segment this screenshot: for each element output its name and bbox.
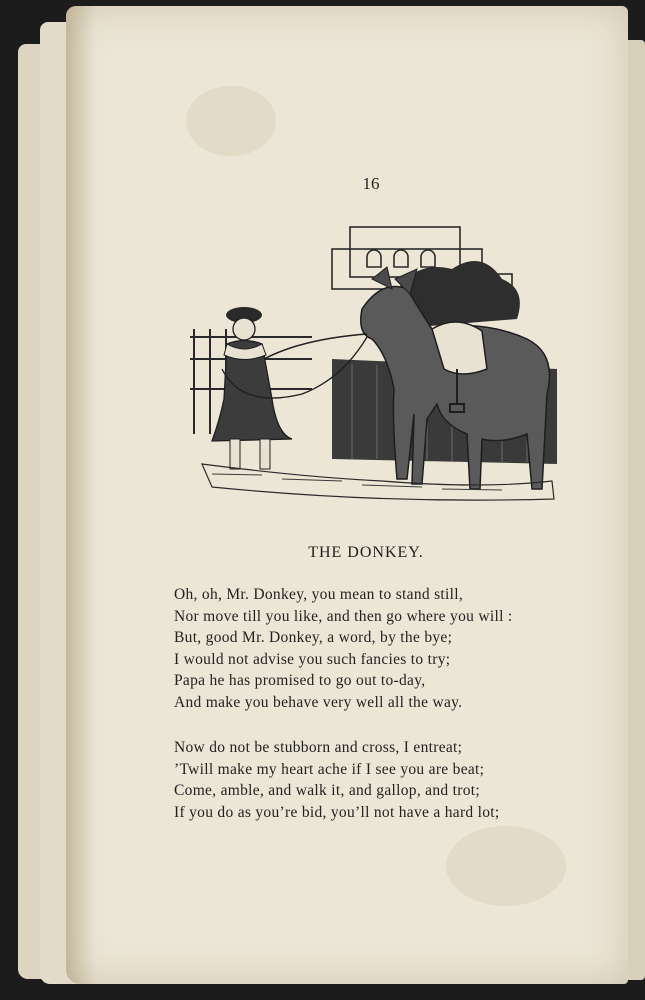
page-number: 16: [362, 174, 380, 193]
poem-line: And make you behave very well all the way.: [174, 693, 463, 711]
page-stain: [446, 826, 566, 906]
poem-title: THE DONKEY.: [308, 544, 424, 561]
poem-stanza-2: [174, 737, 500, 823]
poem-line: Oh, oh, Mr. Donkey, you mean to stand still,: [174, 586, 464, 603]
poem-line: I would not advise you such fancies to try;: [174, 650, 451, 668]
donkey-woodcut-illustration: [182, 219, 558, 509]
poem-line: Come, amble, and walk it, and gallop, and trot;: [174, 782, 480, 799]
poem-line: ’Twill make my heart ache if I see you are beat;: [174, 760, 485, 778]
poem-line: Papa he has promised to go out to-day,: [174, 672, 426, 689]
poem-line: Now do not be stubborn and cross, I entreat;: [174, 739, 463, 756]
poem-stanza-1: [174, 584, 512, 713]
poem-line: If you do as you’re bid, you’ll not have a hard lot;: [174, 803, 500, 821]
page-stain: [186, 86, 276, 156]
poem-line: But, good Mr. Donkey, a word, by the bye;: [174, 629, 453, 646]
book-page: [66, 6, 628, 984]
poem-line: Nor move till you like, and then go where you will :: [174, 607, 513, 625]
